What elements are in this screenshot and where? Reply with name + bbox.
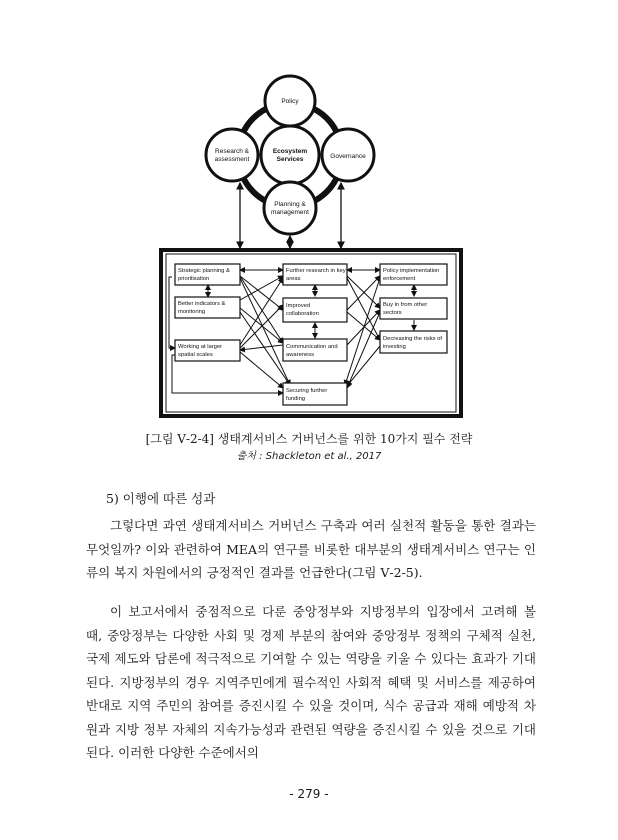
planning-management-label-1: Planning & <box>274 201 306 208</box>
svg-text:Policy implementation: Policy implementation <box>383 268 440 274</box>
research-assessment-label-1: Research & <box>215 148 249 155</box>
research-assessment-circle <box>206 129 258 181</box>
page-number: - 279 - <box>289 787 329 801</box>
svg-text:Communication and: Communication and <box>286 344 338 350</box>
body-paragraph-2: 이 보고서에서 중점적으로 다룬 중앙정부와 지방정부의 입장에서 고려해 볼 때, 중앙정부는 다양한 사회 및 경제 부분의 참여와 중앙정부 정책의 구체적 실천, 국제 제도와 담론에 적극적으로 기여할 수 있는 역량을 키울 수 있다는 효과가 기대된다. 지방정부의 경우 지역주민에게 필수적인 사회적 혜택 및 서비스를 제공하여 반대로 지역 주민의 참여를 증진시킬 수 있을 것이며, 식수 공급과 재해 예방적 차원과 지방 정부 자체의 지속가능성과 관련된 역량을 증진시킬 수 있을 것으로 기대된다. 이러한 다양한 수준에서의 <box>86 604 536 760</box>
svg-text:Decreasing the risks of: Decreasing the risks of <box>383 336 442 342</box>
figure-caption: [그림 Ⅴ-2-4] 생태계서비스 거버넌스를 위한 10가지 필수 전략 <box>145 432 473 446</box>
ecosystem-services-circle <box>261 126 319 184</box>
svg-text:enforcement: enforcement <box>383 276 416 282</box>
svg-text:investing: investing <box>383 344 406 350</box>
svg-text:sectors: sectors <box>383 310 402 316</box>
svg-text:areas: areas <box>286 276 301 282</box>
svg-text:awareness: awareness <box>286 352 315 358</box>
svg-text:Buy in from other: Buy in from other <box>383 302 428 308</box>
svg-text:spatial scales: spatial scales <box>178 352 213 358</box>
planning-management-label-2: management <box>271 209 309 216</box>
svg-text:collaboration: collaboration <box>286 311 319 317</box>
section-heading: 5) 이행에 따른 성과 <box>106 491 216 506</box>
svg-text:monitoring: monitoring <box>178 309 206 315</box>
ecosystem-services-label-2: Services <box>276 156 304 163</box>
svg-text:Working at larger: Working at larger <box>178 344 223 350</box>
governance-label: Governance <box>330 153 366 160</box>
svg-text:funding: funding <box>286 396 306 402</box>
figure-source: 출처 : Shackleton et al., 2017 <box>236 451 382 462</box>
policy-label: Policy <box>281 98 299 105</box>
body-paragraph-1: 그렇다면 과연 생태계서비스 거버넌스 구축과 여러 실천적 활동을 통한 결과는 무엇일까? 이와 관련하여 MEA의 연구를 비롯한 대부분의 생태계서비스 연구는 인류의 복지 차원에서의 긍정적인 결과를 언급한다(그림 Ⅴ-2-5). <box>86 518 536 580</box>
box-improved-collaboration <box>283 298 347 322</box>
svg-text:Securing further: Securing further <box>286 388 328 394</box>
svg-text:Better indicators &: Better indicators & <box>178 301 226 307</box>
svg-text:Improved: Improved <box>286 303 311 309</box>
svg-text:Strategic planning &: Strategic planning & <box>178 268 230 274</box>
planning-management-circle <box>264 182 316 234</box>
research-assessment-label-2: assessment <box>214 156 250 163</box>
ecosystem-services-label-1: Ecosystem <box>272 148 308 155</box>
svg-text:prioritisation: prioritisation <box>178 276 210 282</box>
svg-text:Further research in key: Further research in key <box>286 268 346 274</box>
